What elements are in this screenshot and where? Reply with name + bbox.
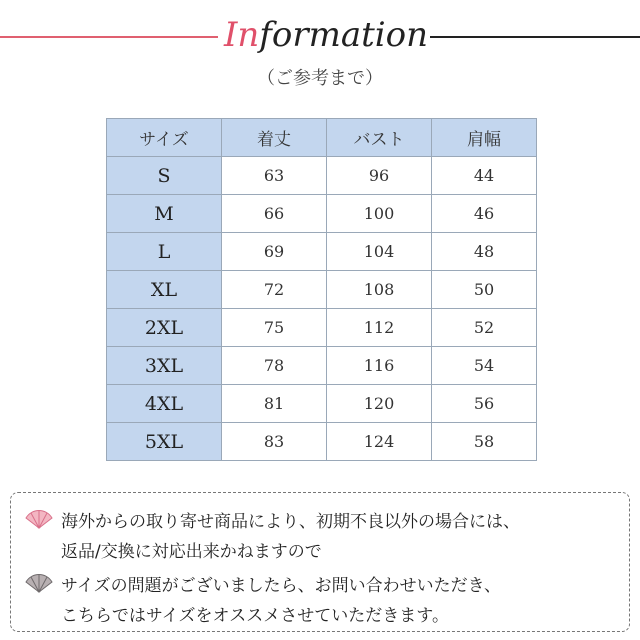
shoulder-cell: 52 xyxy=(432,309,537,347)
title-rest: formation xyxy=(259,15,429,55)
fan-icon xyxy=(25,573,53,593)
shoulder-cell: 54 xyxy=(432,347,537,385)
table-row xyxy=(107,157,537,195)
table-row xyxy=(107,233,537,271)
size-cell: 2XL xyxy=(107,309,222,347)
shoulder-cell: 58 xyxy=(432,423,537,461)
table-row xyxy=(107,347,537,385)
subtitle: （ご参考まで） xyxy=(257,68,383,89)
length-cell: 63 xyxy=(222,157,327,195)
shoulder-cell: 44 xyxy=(432,157,537,195)
length-cell: 72 xyxy=(222,271,327,309)
table-row xyxy=(107,423,537,461)
note-1-line-2: 返品/交換に対応出来かねますので xyxy=(61,542,322,562)
title-accent: In xyxy=(223,15,260,55)
shoulder-cell: 56 xyxy=(432,385,537,423)
column-header-size: サイズ xyxy=(107,119,222,157)
bust-cell: 100 xyxy=(327,195,432,233)
header-divider-left xyxy=(0,36,218,38)
length-cell: 69 xyxy=(222,233,327,271)
notes-box xyxy=(10,492,630,632)
bust-cell: 116 xyxy=(327,347,432,385)
note-1-line-1: 海外からの取り寄せ商品により、初期不良以外の場合には、 xyxy=(61,512,520,532)
size-cell: S xyxy=(107,157,222,195)
bust-cell: 96 xyxy=(327,157,432,195)
size-cell: 4XL xyxy=(107,385,222,423)
shoulder-cell: 50 xyxy=(432,271,537,309)
table-row xyxy=(107,195,537,233)
length-cell: 66 xyxy=(222,195,327,233)
size-cell: L xyxy=(107,233,222,271)
note-2-line-1: サイズの問題がございましたら、お問い合わせいただき、 xyxy=(61,576,501,596)
column-header-length: 着丈 xyxy=(222,119,327,157)
size-table xyxy=(106,118,537,461)
size-cell: 3XL xyxy=(107,347,222,385)
shoulder-cell: 46 xyxy=(432,195,537,233)
table-row xyxy=(107,309,537,347)
bust-cell: 104 xyxy=(327,233,432,271)
length-cell: 81 xyxy=(222,385,327,423)
size-cell: M xyxy=(107,195,222,233)
shoulder-cell: 48 xyxy=(432,233,537,271)
size-cell: XL xyxy=(107,271,222,309)
length-cell: 83 xyxy=(222,423,327,461)
bust-cell: 108 xyxy=(327,271,432,309)
size-cell: 5XL xyxy=(107,423,222,461)
note-2-line-2: こちらではサイズをオススメさせていただきます。 xyxy=(61,606,449,626)
length-cell: 75 xyxy=(222,309,327,347)
column-header-shoulder: 肩幅 xyxy=(432,119,537,157)
table-row xyxy=(107,385,537,423)
column-header-bust: バスト xyxy=(327,119,432,157)
bust-cell: 120 xyxy=(327,385,432,423)
header xyxy=(0,10,640,60)
page-title xyxy=(216,10,436,60)
bust-cell: 124 xyxy=(327,423,432,461)
length-cell: 78 xyxy=(222,347,327,385)
fan-icon xyxy=(25,509,53,529)
table-header-row xyxy=(107,119,537,157)
bust-cell: 112 xyxy=(327,309,432,347)
header-divider-right xyxy=(430,36,640,38)
table-row xyxy=(107,271,537,309)
